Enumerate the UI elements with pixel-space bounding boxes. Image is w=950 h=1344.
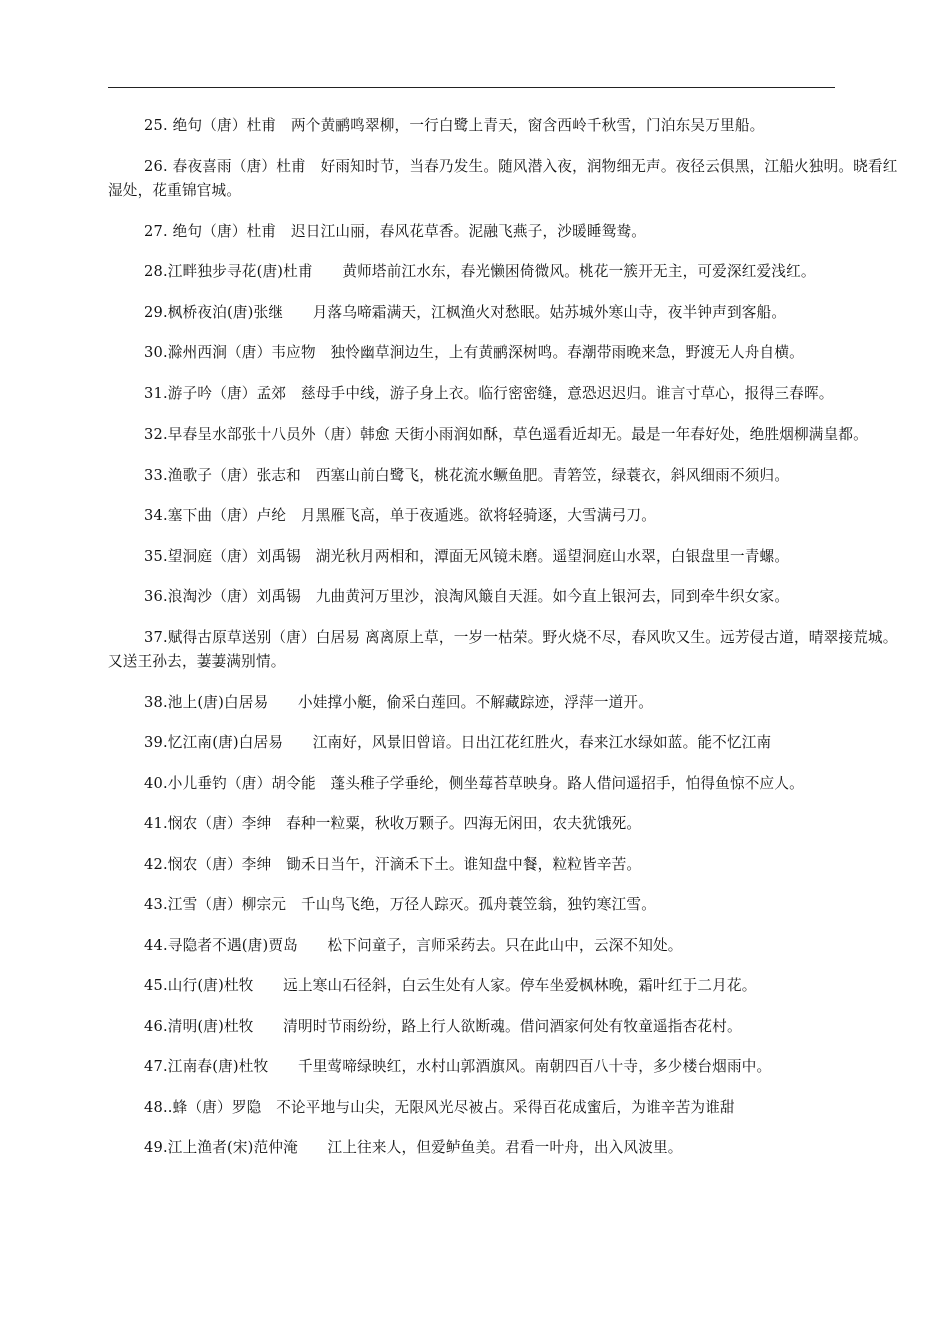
poem-35: 35.望洞庭（唐）刘禹锡 湖光秋月两相和，潭面无风镜未磨。遥望洞庭山水翠，白银盘里一青螺。 xyxy=(144,547,790,565)
poem-45: 45.山行(唐)杜牧 远上寒山石径斜，白云生处有人家。停车坐爱枫林晚，霜叶红于二月花。 xyxy=(144,977,757,994)
poem-49: 49.江上渔者(宋)范仲淹 江上往来人，但爱鲈鱼美。君看一叶舟，出入风波里。 xyxy=(144,1139,683,1156)
poem-40: 40.小儿垂钓（唐）胡令能 蓬头稚子学垂纶，侧坐莓苔草映身。路人借问遥招手，怕得鱼惊不应人。 xyxy=(144,774,804,792)
poem-33: 33.渔歌子（唐）张志和 西塞山前白鹭飞，桃花流水鳜鱼肥。青箬笠，绿蓑衣，斜风细雨不须归。 xyxy=(144,466,790,484)
poem-31: 31.游子吟（唐）孟郊 慈母手中线，游子身上衣。临行密密缝，意恐迟迟归。谁言寸草心，报得三春晖。 xyxy=(144,384,834,402)
poem-list xyxy=(108,114,900,1177)
poem-38: 38.池上(唐)白居易 小娃撑小艇，偷采白莲回。不解藏踪迹，浮萍一道开。 xyxy=(144,693,653,711)
poem-44: 44.寻隐者不遇(唐)贾岛 松下问童子，言师采药去。只在此山中，云深不知处。 xyxy=(144,936,683,954)
header-rule xyxy=(108,87,835,88)
poem-25: 25. 绝句（唐）杜甫 两个黄鹂鸣翠柳，一行白鹭上青天，窗含西岭千秋雪，门泊东吴万里船。 xyxy=(144,117,765,134)
poem-28: 28.江畔独步寻花(唐)杜甫 黄师塔前江水东，春光懒困倚微风。桃花一簇开无主，可爱深红爱浅红。 xyxy=(144,263,816,280)
poem-43: 43.江雪（唐）柳宗元 千山鸟飞绝，万径人踪灭。孤舟蓑笠翁，独钓寒江雪。 xyxy=(144,896,657,913)
poem-29: 29.枫桥夜泊(唐)张继 月落乌啼霜满天，江枫渔火对愁眠。姑苏城外寒山寺，夜半钟声到客船。 xyxy=(144,303,787,321)
poem-27: 27. 绝句（唐）杜甫 迟日江山丽，春风花草香。泥融飞燕子，沙暖睡鸳鸯。 xyxy=(144,222,647,240)
poem-37: 37.赋得古原草送别（唐）白居易 离离原上草，一岁一枯荣。野火烧不尽，春风吹又生。远芳侵古道，晴翠接荒城。又送王孙去，萋萋满别情。 xyxy=(108,628,898,670)
poem-34: 34.塞下曲（唐）卢纶 月黑雁飞高，单于夜遁逃。欲将轻骑逐，大雪满弓刀。 xyxy=(144,507,657,524)
poem-41: 41.悯农（唐）李绅 春种一粒粟，秋收万颗子。四海无闲田，农夫犹饿死。 xyxy=(144,815,642,832)
poem-30: 30.滁州西涧（唐）韦应物 独怜幽草涧边生，上有黄鹂深树鸣。春潮带雨晚来急，野渡无人舟自横。 xyxy=(144,344,804,361)
poem-46: 46.清明(唐)杜牧 清明时节雨纷纷，路上行人欲断魂。借问酒家何处有牧童遥指杏花村。 xyxy=(144,1017,742,1035)
poem-36: 36.浪淘沙（唐）刘禹锡 九曲黄河万里沙，浪淘风簸自天涯。如今直上银河去，同到牵牛织女家。 xyxy=(144,588,790,605)
poem-26: 26. 春夜喜雨（唐）杜甫 好雨知时节，当春乃发生。随风潜入夜，润物细无声。夜径云俱黑，江船火独明。晓看红湿处，花重锦官城。 xyxy=(108,157,898,199)
poem-48: 48..蜂（唐）罗隐 不论平地与山尖，无限风光尽被占。采得百花成蜜后，为谁辛苦为谁甜 xyxy=(144,1098,735,1116)
poem-32: 32.早春呈水部张十八员外（唐）韩愈 天街小雨润如酥，草色遥看近却无。最是一年春好处，绝胜烟柳满皇都。 xyxy=(144,425,868,443)
poem-47: 47.江南春(唐)杜牧 千里莺啼绿映红，水村山郭酒旗风。南朝四百八十寺，多少楼台烟雨中。 xyxy=(144,1058,772,1075)
poem-42: 42.悯农（唐）李绅 锄禾日当午，汗滴禾下土。谁知盘中餐，粒粒皆辛苦。 xyxy=(144,855,642,873)
poem-39: 39.忆江南(唐)白居易 江南好，风景旧曾谙。日出江花红胜火，春来江水绿如蓝。能不忆江南 xyxy=(144,734,772,751)
